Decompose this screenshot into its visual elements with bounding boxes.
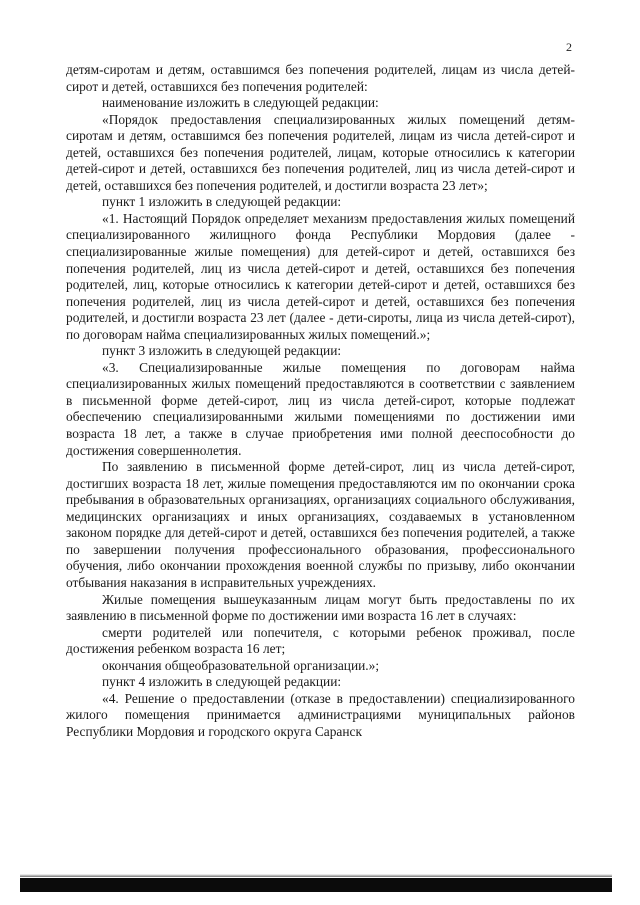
paragraph-13: «4. Решение о предоставлении (отказе в предоставлении) специализированного жилого помещения принимается администрациями муниципальных районов Республики Мордовия и городского округа Саранск [66,690,575,739]
paragraph-12: пункт 4 изложить в следующей редакции: [102,674,342,690]
paragraph-11: окончания общеобразовательной организации.»; [102,657,380,673]
scan-shadow [20,874,612,877]
document-body [66,62,575,740]
paragraph-8: По заявлению в письменной форме детей-сирот, лиц из числа детей-сирот, достигших возраста 18 лет, жилые помещения предоставляются им по окончании срока пребывания в образовательных организациях, организациях социального обслуживания, медицинских организациях и иных организациях, создаваемых в установленном законом порядке для детей-сирот и детей, оставшихся без попечения родителей, а также по завершении получения профессионального образования, профессионального обучения, либо окончании прохождения военной службы по призыву, либо окончании отбывания наказания в исправительных учреждениях. [66,459,575,590]
paragraph-2: наименование изложить в следующей редакции: [102,95,379,111]
paragraph-7: «3. Специализированные жилые помещения по договорам найма специализированных жилых помещений предоставляются в соответствии с заявлением в письменной форме детей-сирот, лиц из числа детей-сирот, которые подлежат обеспечению специализированными жилыми помещениями по достижении ими возраста 18 лет, а также в случае приобретения ими полной дееспособности до достижения совершеннолетия. [66,359,575,458]
paragraph-10: смерти родителей или попечителя, с которыми ребенок проживал, после достижения ребенком возраста 16 лет; [66,624,575,657]
paragraph-5: «1. Настоящий Порядок определяет механизм предоставления жилых помещений специализированного жилищного фонда Республики Мордовия (далее - специализированные жилые помещения) для детей-сирот и детей, оставшихся без попечения родителей, лиц из числа детей-сирот и детей, оставшихся без попечения родителей, лиц, которые относились к категории детей-сирот и детей, оставшихся без попечения родителей, лиц из числа детей-сирот и детей, оставшихся без попечения родителей, и достигли возраста 23 лет (далее - дети-сироты, лица из числа детей-сирот), по договорам найма специализированных жилых помещений.»; [66,210,575,342]
scan-border [20,878,612,892]
paragraph-3: «Порядок предоставления специализированных жилых помещений детям-сиротам и детям, оставшимся без попечения родителей, лицам из числа детей-сирот и детей, оставшихся без попечения родителей, лицам, которые относились к категории детей-сирот и детей, оставшихся без попечения родителей, лиц из числа детей-сирот и детей, оставшихся без попечения родителей, и достигли возраста 23 лет»; [66,111,575,193]
page-number: 2 [566,40,572,54]
paragraph-9: Жилые помещения вышеуказанным лицам могут быть предоставлены по их заявлению в письменной форме по достижении ими возраста 16 лет в случаях: [66,591,575,624]
paragraph-1: детям-сиротам и детям, оставшимся без попечения родителей, лицам из числа детей-сирот и детей, оставшихся без попечения родителей: [66,62,575,94]
paragraph-4: пункт 1 изложить в следующей редакции: [102,194,342,210]
paragraph-6: пункт 3 изложить в следующей редакции: [102,343,342,359]
